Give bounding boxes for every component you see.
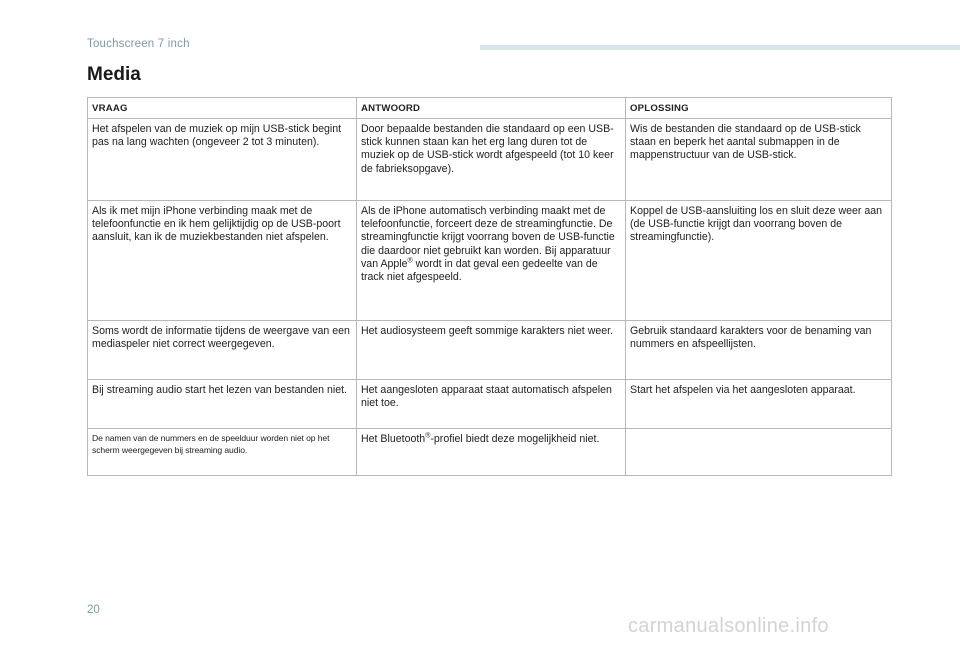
- cell-antwoord-text-cont: wordt in dat geval een gedeelte van de track niet afgespeeld.: [361, 257, 598, 284]
- cell-oplossing: [626, 429, 892, 476]
- table-row: [88, 201, 892, 321]
- cell-vraag: Soms wordt de informatie tijdens de weergave van een mediaspeler niet correct weergegeven.: [88, 321, 357, 380]
- column-header-antwoord: ANTWOORD: [357, 98, 626, 119]
- table-row: [88, 380, 892, 429]
- page-number: 20: [87, 604, 100, 616]
- cell-oplossing: Start het afspelen via het aangesloten apparaat.: [626, 380, 892, 429]
- header-divider: [480, 45, 960, 50]
- column-header-vraag: VRAAG: [88, 98, 357, 119]
- cell-oplossing: Koppel de USB-aansluiting los en sluit deze weer aan (de USB-functie krijgt dan voorrang boven de streamingfunctie).: [626, 201, 892, 321]
- page-title: Media: [87, 64, 141, 85]
- registered-mark: ®: [407, 257, 413, 265]
- table-row: [88, 429, 892, 476]
- faq-table: [87, 97, 892, 476]
- cell-vraag: De namen van de nummers en de speelduur worden niet op het scherm weergegeven bij streaming audio.: [88, 429, 357, 476]
- cell-oplossing: Wis de bestanden die standaard op de USB-stick staan en beperk het aantal submappen in de mappenstructuur van de USB-stick.: [626, 119, 892, 201]
- watermark: carmanualsonline.info: [628, 615, 829, 637]
- cell-vraag: Bij streaming audio start het lezen van bestanden niet.: [88, 380, 357, 429]
- cell-antwoord: Door bepaalde bestanden die standaard op een USB-stick kunnen staan kan het erg lang duren tot de muziek op de USB-stick wordt afgespeeld (tot 10 keer de fabrieksopgave).: [357, 119, 626, 201]
- cell-antwoord: [357, 201, 626, 321]
- cell-vraag: Als ik met mijn iPhone verbinding maak met de telefoonfunctie en ik hem gelijktijdig op de USB-poort aansluit, kan ik de muziekbestanden niet afspelen.: [88, 201, 357, 321]
- cell-vraag: Het afspelen van de muziek op mijn USB-stick begint pas na lang wachten (ongeveer 2 tot 3 minuten).: [88, 119, 357, 201]
- cell-oplossing: Gebruik standaard karakters voor de benaming van nummers en afspeellijsten.: [626, 321, 892, 380]
- table-header-row: [88, 98, 892, 119]
- cell-antwoord-text-cont: -profiel biedt deze mogelijkheid niet.: [430, 433, 600, 445]
- table-row: [88, 321, 892, 380]
- table-row: [88, 119, 892, 201]
- cell-antwoord-text: Het Bluetooth: [361, 433, 426, 445]
- cell-antwoord: Het aangesloten apparaat staat automatisch afspelen niet toe.: [357, 380, 626, 429]
- cell-antwoord: Het audiosysteem geeft sommige karakters niet weer.: [357, 321, 626, 380]
- registered-mark: ®: [425, 432, 431, 440]
- section-label: Touchscreen 7 inch: [87, 38, 190, 50]
- column-header-oplossing: OPLOSSING: [626, 98, 892, 119]
- cell-antwoord: [357, 429, 626, 476]
- cell-antwoord-text: Als de iPhone automatisch verbinding maakt met de telefoonfunctie, forceert deze de streamingfunctie. De streamingfunctie krijgt voorrang boven de USB-functie die daardoor niet gebruikt kan worden. Bij apparatuur van Apple: [361, 205, 615, 270]
